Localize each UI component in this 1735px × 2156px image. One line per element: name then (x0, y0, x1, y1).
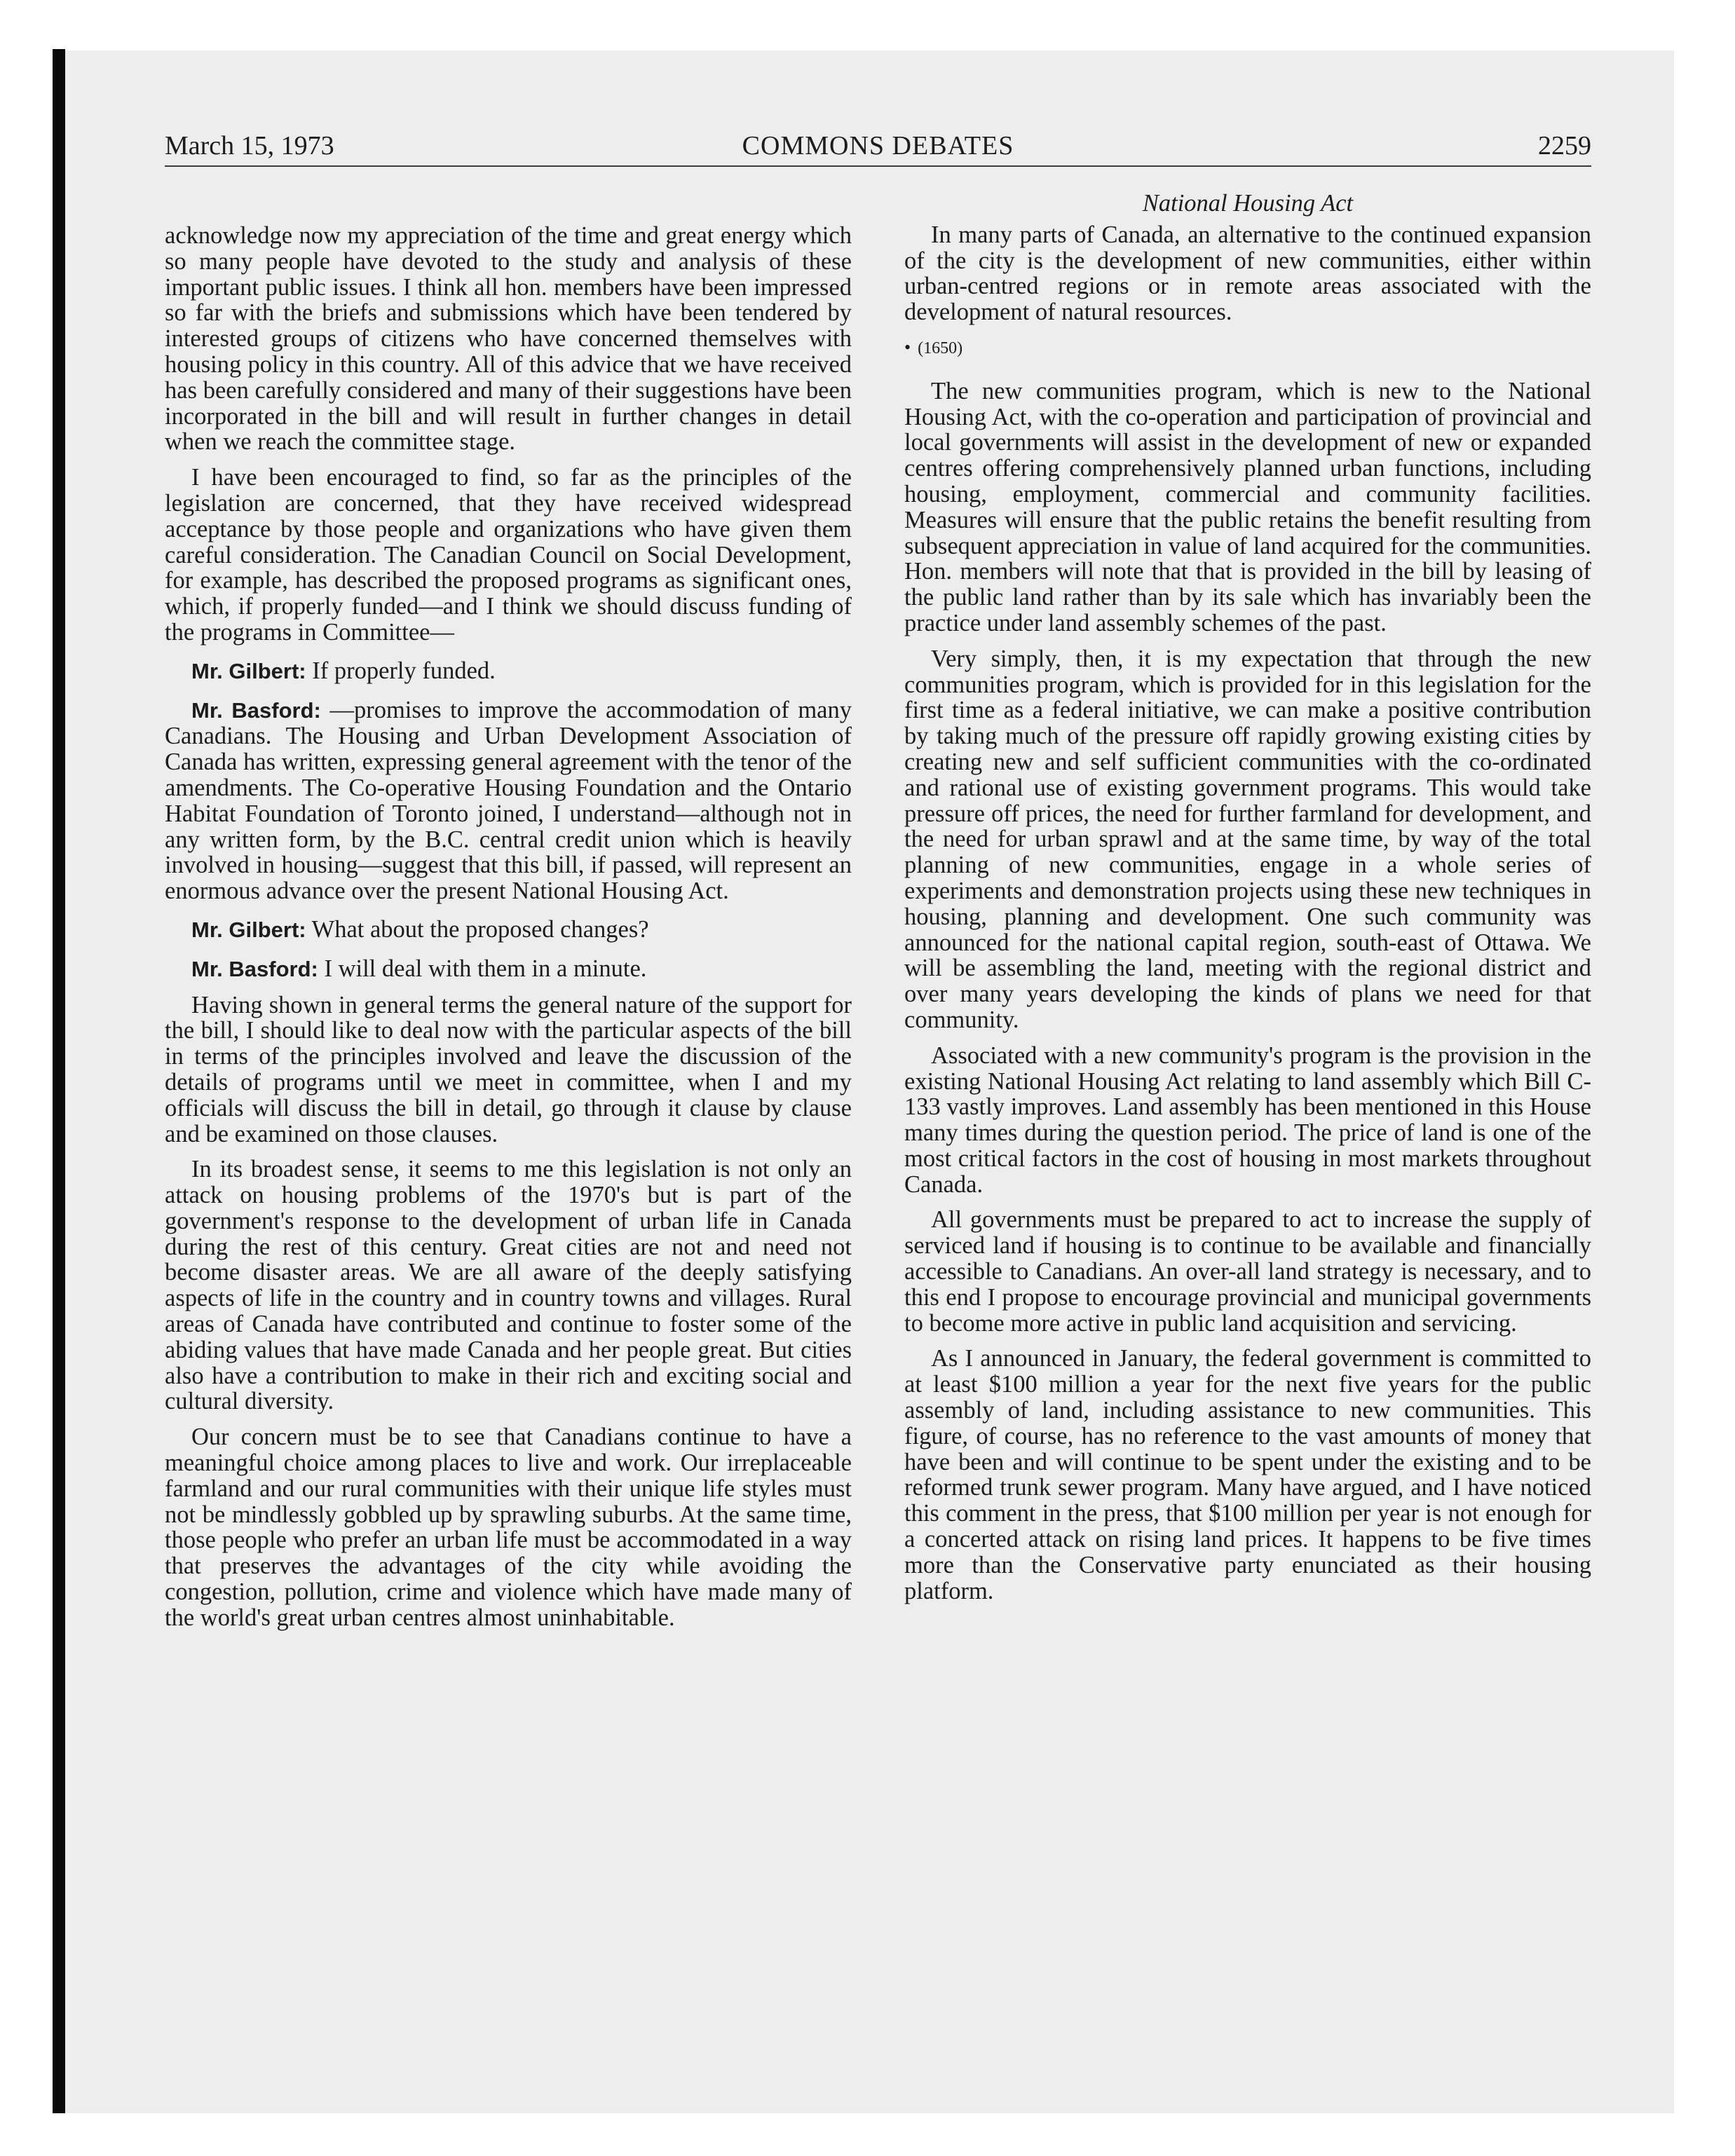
paragraph: Associated with a new community's program is the provision in the existing National Housing Act relating to land assembly which Bill C-133 vastly improves. Land assembly has been mentioned in this House many times during the question period. The price of land is one of the most critical factors in the cost of housing in most markets throughout Canada. (904, 1042, 1591, 1198)
time-marker-text: (1650) (918, 339, 963, 357)
speaker-name: Mr. Basford: (191, 956, 318, 981)
scan-edge-bar (53, 49, 65, 2113)
paragraph: All governments must be prepared to act to increase the supply of serviced land if housing is to continue to be available and financially accessible to Canadians. An over-all land strategy is necessary, and to this end I propose to encourage provincial and municipal governments to become more active in public land acquisition and servicing. (904, 1206, 1591, 1337)
paragraph: acknowledge now my appreciation of the time and great energy which so many people have devoted to the study and analysis of these important public issues. I think all hon. members have been impressed so far with the briefs and submissions which have been tendered by interested groups of citizens who have concerned themselves with housing policy in this country. All of this advice that we have received has been carefully considered and many of their suggestions have been incorporated in the bill and will result in further changes in detail when we reach the committee stage. (165, 222, 852, 456)
speaker-name: Mr. Gilbert: (191, 917, 306, 942)
paragraph: In many parts of Canada, an alternative to the continued expansion of the city is the development of new communities, either within urban-centred regions or in remote areas associated with the development of natural resources. (904, 221, 1591, 326)
paragraph: Having shown in general terms the general nature of the support for the bill, I should like to deal now with the particular aspects of the bill in terms of the principles involved and leave the discussion of the details of programs until we meet in committee, when I and my officials will discuss the bill in detail, go through it clause by clause and be examined on those clauses. (165, 991, 852, 1147)
section-heading: National Housing Act (1142, 190, 1354, 217)
paragraph: Very simply, then, it is my expectation that through the new communities program, which is provided for in this legislation for the first time as a federal initiative, we can make a positive contribution by taking much of the pressure off rapidly growing existing cities by creating new and self sufficient communities with the co-ordinated and rational use of existing government programs. This would take pressure off prices, the need for further farmland for development, and the need for urban sprawl and at the same time, by way of the total planning of new communities, engage in a whole series of experiments and demonstration projects using these new techniques in housing, planning and development. One such community was announced for the national capital region, south-east of Ottawa. We will be assembling the land, meeting with the regional district and over many years developing the kinds of plans we need for that community. (904, 645, 1591, 1033)
time-marker (904, 335, 1591, 362)
header-date: March 15, 1973 (165, 131, 334, 161)
speaker-name: Mr. Gilbert: (191, 658, 306, 683)
header-title: COMMONS DEBATES (742, 131, 1014, 161)
speech-text: I will deal with them in a minute. (318, 955, 647, 982)
right-column (904, 191, 1591, 1613)
speech-text: What about the proposed changes? (306, 915, 649, 943)
speech-basford (165, 697, 852, 904)
speech-basford (165, 956, 852, 983)
paragraph: In its broadest sense, it seems to me this legislation is not only an attack on housing problems of the 1970's but is part of the government's response to the development of urban life in Canada during the rest of this century. Great cities are not and need not become disaster areas. We are all aware of the deeply satisfying aspects of life in the country and in country towns and villages. Rural areas of Canada have contributed and continue to foster some of the abiding values that have made Canada and her people great. But cities also have a contribution to make in their rich and exciting social and cultural diversity. (165, 1156, 852, 1415)
speaker-name: Mr. Basford: (191, 697, 321, 723)
speech-text: If properly funded. (306, 657, 496, 684)
speech-text: —promises to improve the accommodation of many Canadians. The Housing and Urban Development Association of Canada has written, expressing general agreement with the tenor of the amendments. The Co-operative Housing Foundation and the Ontario Habitat Foundation of Toronto joined, I understand—although not in any written form, by the B.C. central credit union which is heavily involved in housing—suggest that this bill, if passed, will represent an enormous advance over the present National Housing Act. (165, 696, 852, 905)
paragraph: Our concern must be to see that Canadians continue to have a meaningful choice among places to live and work. Our irreplaceable farmland and our rural communities with their unique life styles must not be mindlessly gobbled up by sprawling suburbs. At the same time, those people who prefer an urban life must be accommodated in a way that preserves the advantages of the city while avoiding the congestion, pollution, crime and violence which have made many of the world's great urban centres almost uninhabitable. (165, 1424, 852, 1631)
bullet-icon: • (904, 336, 911, 357)
speech-gilbert (165, 658, 852, 685)
paragraph: The new communities program, which is new to the National Housing Act, with the co-operation and participation of provincial and local governments will assist in the development of new or expanded centres offering comprehensively planned urban functions, including housing, employment, commercial and community facilities. Measures will ensure that the public retains the benefit resulting from subsequent appreciation in value of land acquired for the communities. Hon. members will note that that is provided in the bill by leasing of the public land rather than by its sale which has invariably been the practice under land assembly schemes of the past. (904, 377, 1591, 636)
paragraph: I have been encouraged to find, so far as the principles of the legislation are concerned, that they have received widespread acceptance by those people and organizations who have given them careful consideration. The Canadian Council on Social Development, for example, has described the proposed programs as significant ones, which, if properly funded—and I think we should discuss funding of the programs in Committee— (165, 464, 852, 646)
header-page-number: 2259 (1538, 131, 1591, 161)
page-header (165, 132, 1591, 167)
paragraph: As I announced in January, the federal government is committed to at least $100 million a year for the next five years for the public assembly of land, including assistance to new communities. This figure, of course, has no reference to the vast amounts of money that have been and will continue to be spent under the existing and to be reformed trunk sewer program. Many have argued, and I have noticed this comment in the press, that $100 million per year is not enough for a concerted attack on rising land prices. It happens to be five times more than the Conservative party enunciated as their housing platform. (904, 1345, 1591, 1604)
speech-gilbert (165, 917, 852, 943)
left-column (165, 223, 852, 1641)
